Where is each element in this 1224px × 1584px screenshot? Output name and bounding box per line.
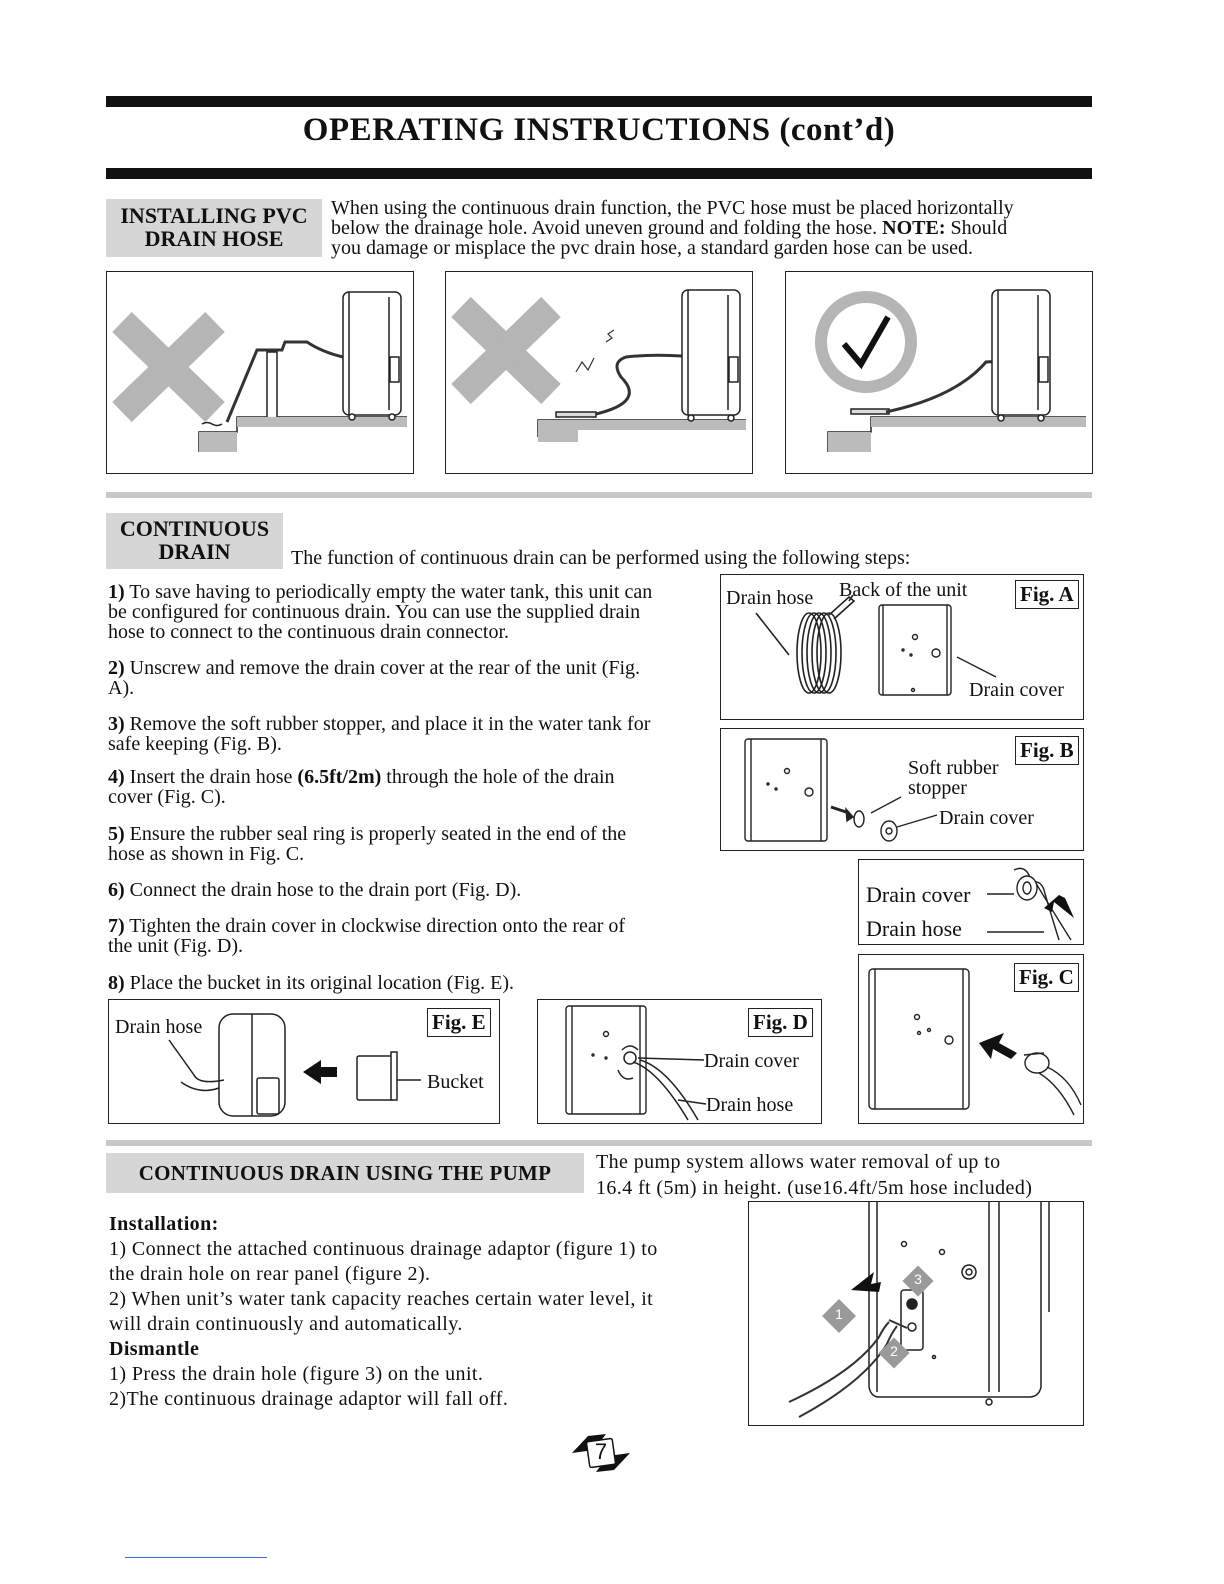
text-line: 2) When unit’s water tank capacity reaches certain water level, it	[109, 1288, 654, 1310]
coiled-hose-icon	[756, 595, 854, 693]
text-span: Should	[945, 217, 1008, 239]
step-number: 6)	[108, 879, 125, 901]
fig-b-tag: Fig. B	[1015, 736, 1079, 765]
page-number-badge	[566, 1430, 636, 1476]
section-label-continuous	[106, 513, 283, 569]
fig-e-bucket-label: Bucket	[427, 1071, 484, 1093]
step-6	[108, 880, 718, 900]
step-number: 8)	[108, 972, 125, 994]
ground-step	[828, 409, 1086, 452]
fig-d-drain-cover-label: Drain cover	[704, 1050, 799, 1072]
text-line	[108, 880, 718, 900]
dismantle-heading: Dismantle	[109, 1338, 200, 1360]
fig-a-tag: Fig. A	[1015, 580, 1079, 609]
dehumidifier-unit	[682, 290, 740, 421]
fig-b-drain-cover-label: Drain cover	[939, 807, 1034, 829]
text-line	[108, 714, 718, 734]
step-8	[108, 973, 718, 993]
text-span: To save having to periodically empty the water tank, this unit can	[124, 581, 653, 603]
text-line: you damage or misplace the pvc drain hose, a standard garden hose can be used.	[331, 237, 973, 259]
step-7	[108, 916, 718, 956]
fig-a-back-of-unit-label: Back of the unit	[839, 579, 968, 601]
text-line	[108, 582, 718, 602]
text-line: will drain continuously and automatically.	[109, 1313, 463, 1335]
step-1	[108, 582, 718, 642]
text-line: be configured for continuous drain. You can use the supplied drain	[108, 601, 641, 623]
figure-c	[858, 954, 1084, 1124]
fig-d-tag: Fig. D	[748, 1008, 813, 1037]
text-line	[331, 218, 1093, 238]
fig-c-tag: Fig. C	[1014, 963, 1079, 992]
figure-d	[537, 999, 822, 1124]
section-label-pvc	[106, 199, 322, 257]
pvc-description	[331, 198, 1093, 258]
text-line: When using the continuous drain function, the PVC hose must be placed horizontally	[331, 197, 1014, 219]
text-line: hose as shown in Fig. C.	[108, 843, 305, 865]
stopper-and-cover-icon	[831, 797, 937, 841]
unit-side-icon	[169, 1014, 285, 1116]
page-title: OPERATING INSTRUCTIONS (cont’d)	[302, 112, 896, 148]
unit-back-icon	[869, 1202, 1049, 1405]
figure-e	[108, 999, 500, 1124]
fig-d-drain-hose-label: Drain hose	[706, 1094, 794, 1116]
step-number: 4)	[108, 766, 125, 788]
label-line: Soft rubber	[908, 757, 999, 779]
footer-link-rule	[125, 1557, 267, 1558]
badge-label-1: 1	[835, 1306, 843, 1322]
arrow-icon	[979, 1033, 1017, 1059]
step-number: 7)	[108, 915, 125, 937]
top-rule	[106, 96, 1092, 107]
unit-back-icon	[869, 969, 969, 1109]
hose-length: (6.5ft/2m)	[297, 766, 382, 788]
figure-pump	[748, 1201, 1084, 1426]
section-divider	[106, 492, 1092, 498]
pvc-illustration-wrong-1	[106, 271, 414, 474]
label-line: stopper	[908, 777, 967, 799]
step-3	[108, 714, 718, 754]
arrow-left-icon	[303, 1060, 337, 1084]
text-span: Unscrew and remove the drain cover at the rear of the unit (Fig.	[124, 657, 641, 679]
step-number: 1)	[108, 581, 125, 603]
dehumidifier-unit	[992, 290, 1050, 421]
x-mark-icon	[122, 322, 215, 412]
page-number: 7	[594, 1439, 608, 1464]
title-rule	[106, 168, 1092, 179]
seal-drain-hose-label: Drain hose	[866, 916, 962, 941]
dehumidifier-unit	[343, 292, 401, 420]
text-line: 1) Press the drain hole (figure 3) on the unit.	[109, 1363, 484, 1385]
hose-connector-icon	[1024, 1053, 1081, 1115]
text-line: The pump system allows water removal of up to	[596, 1151, 1001, 1173]
step-5	[108, 824, 718, 864]
label-line: CONTINUOUS	[119, 516, 270, 541]
fig-e-drain-hose-label: Drain hose	[115, 1016, 203, 1038]
figure-b	[720, 728, 1084, 851]
hose-path	[227, 342, 343, 422]
x-mark-icon	[461, 307, 551, 394]
step-4	[108, 767, 718, 807]
text-line: A).	[108, 677, 135, 699]
note-label: NOTE:	[882, 217, 946, 239]
section-divider	[106, 1140, 1092, 1146]
text-span: through the hole of the drain	[381, 766, 615, 788]
text-line: 16.4 ft (5m) in height. (use16.4ft/5m hose included)	[596, 1177, 1033, 1199]
ground	[538, 412, 746, 442]
text-line	[108, 767, 718, 787]
text-span: Insert the drain hose	[124, 766, 298, 788]
unit-back-icon	[879, 605, 996, 695]
text-line	[108, 824, 718, 844]
text-line	[108, 658, 718, 678]
figure-seal-detail	[858, 859, 1084, 945]
kinked-hose	[596, 355, 682, 414]
section-label-pump: CONTINUOUS DRAIN USING THE PUMP	[106, 1153, 584, 1193]
installation-heading: Installation:	[109, 1213, 219, 1235]
text-span: Place the bucket in its original location (Fig. E).	[124, 972, 515, 994]
step-number: 3)	[108, 713, 125, 735]
text-span: Connect the drain hose to the drain port (Fig. D).	[124, 879, 522, 901]
text-line	[108, 973, 718, 993]
text-span: below the drainage hole. Avoid uneven ground and folding the hose.	[331, 217, 883, 239]
pump-description	[596, 1149, 1096, 1201]
continuous-intro: The function of continuous drain can be performed using the following steps:	[291, 547, 911, 569]
badge-label-2: 2	[890, 1343, 898, 1359]
text-line: hose to connect to the continuous drain connector.	[108, 621, 510, 643]
label-line: DRAIN HOSE	[144, 226, 284, 251]
text-line: 2)The continuous drainage adaptor will fall off.	[109, 1388, 509, 1410]
label-line: INSTALLING PVC	[120, 203, 308, 228]
text-line: safe keeping (Fig. B).	[108, 733, 282, 755]
text-span: Ensure the rubber seal ring is properly seated in the end of the	[124, 823, 627, 845]
figure-a	[720, 574, 1084, 720]
seal-drain-cover-label: Drain cover	[866, 882, 971, 907]
text-line: cover (Fig. C).	[108, 786, 226, 808]
pvc-illustration-wrong-2	[445, 271, 753, 474]
pump-instructions	[109, 1212, 739, 1412]
step-2	[108, 658, 718, 698]
kink-zigzag-icon	[576, 330, 614, 372]
step-number: 2)	[108, 657, 125, 679]
pvc-illustration-correct	[785, 271, 1093, 474]
check-circle-icon	[821, 297, 911, 387]
arrow-icon	[1044, 895, 1074, 918]
bucket-icon	[357, 1052, 421, 1100]
label-line: DRAIN	[158, 539, 231, 564]
text-line: the drain hole on rear panel (figure 2).	[109, 1263, 431, 1285]
text-line: the unit (Fig. D).	[108, 935, 243, 957]
text-span: Tighten the drain cover in clockwise direction onto the rear of	[124, 915, 626, 937]
unit-back-icon	[566, 1006, 646, 1114]
text-line: 1) Connect the attached continuous drainage adaptor (figure 1) to	[109, 1238, 658, 1260]
text-line	[108, 916, 718, 936]
fig-a-drain-cover-label: Drain cover	[969, 679, 1064, 701]
unit-back-icon	[745, 739, 827, 841]
step-number: 5)	[108, 823, 125, 845]
text-span: Remove the soft rubber stopper, and place it in the water tank for	[124, 713, 651, 735]
fig-a-drain-hose-label: Drain hose	[726, 587, 814, 609]
fig-e-tag: Fig. E	[427, 1008, 491, 1037]
badge-label-3: 3	[914, 1271, 922, 1287]
